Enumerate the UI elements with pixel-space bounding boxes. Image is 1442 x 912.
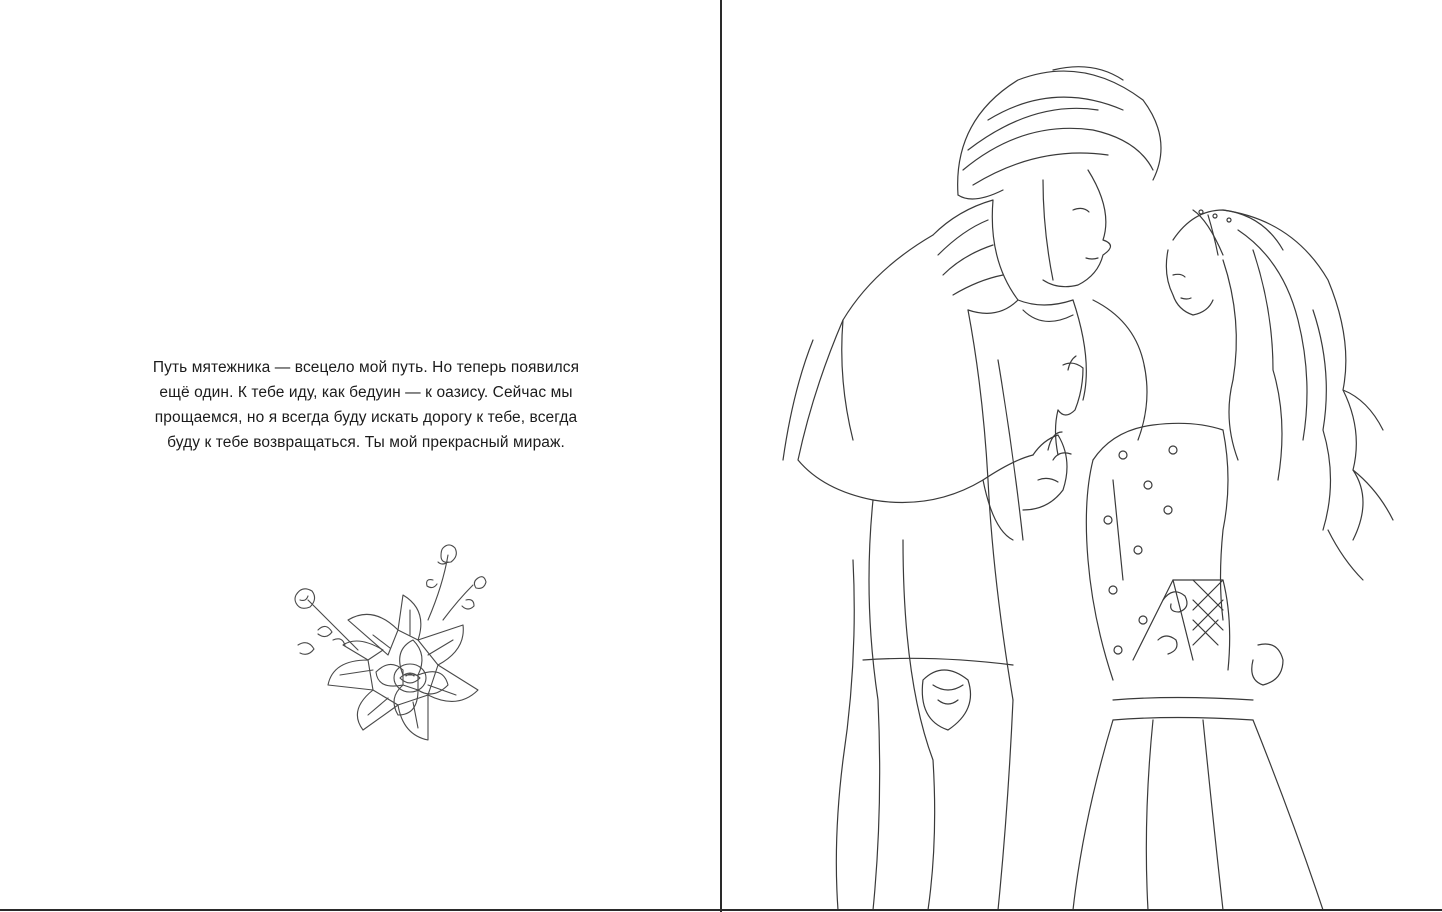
poem-text	[128, 355, 604, 455]
right-page	[723, 0, 1442, 910]
poem-line: буду к тебе возвращаться. Ты мой прекрасный мираж.	[167, 434, 565, 451]
floral-ornament-icon	[278, 540, 503, 755]
left-page	[0, 0, 720, 910]
bottom-edge-line	[0, 909, 1442, 911]
poem-line: ещё один. К тебе иду, как бедуин — к оазису. Сейчас мы	[159, 384, 573, 401]
poem-line: прощаемся, но я всегда буду искать дорогу к тебе, всегда	[154, 409, 578, 426]
page-gutter	[720, 0, 722, 912]
embracing-couple-line-art-icon	[753, 60, 1433, 910]
poem-line: Путь мятежника — всецело мой путь. Но теперь появился	[152, 359, 580, 376]
